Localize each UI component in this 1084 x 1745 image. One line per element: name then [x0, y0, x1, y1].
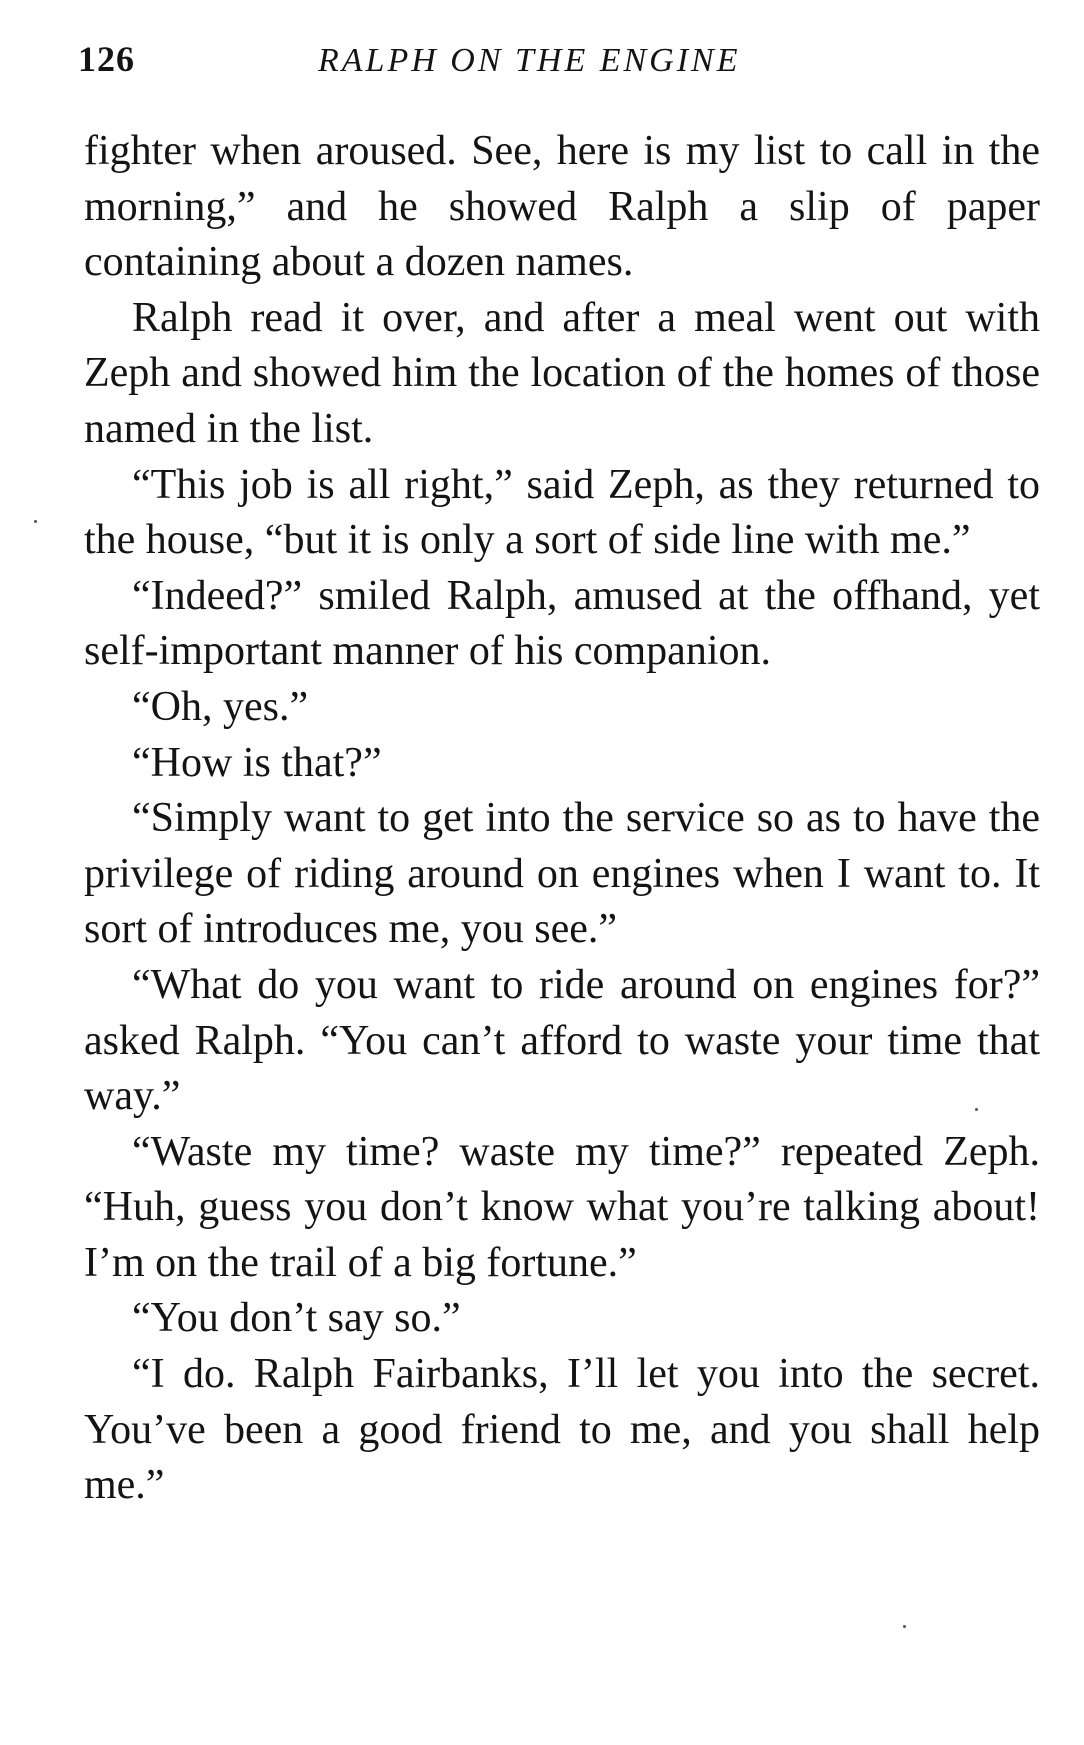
scan-speck: [34, 520, 37, 523]
paragraph: “Oh, yes.”: [132, 683, 309, 730]
page-header: [78, 38, 1038, 88]
paragraph: “Waste my time? waste my time?” repeated Zeph. “Huh, guess you don’t know what you’re talking about! I’m on the trail of a big fortune.”: [84, 1128, 1040, 1286]
page-number: 126: [78, 39, 135, 79]
scan-speck: [975, 1108, 978, 1111]
paragraph: “How is that?”: [132, 739, 382, 786]
paragraph: “This job is all right,” said Zeph, as they returned to the house, “but it is only a sort of side line with me.”: [84, 461, 1040, 564]
running-head: RALPH ON THE ENGINE: [318, 42, 741, 79]
paragraph: “I do. Ralph Fairbanks, I’ll let you into the secret. You’ve been a good friend to me, and you shall help me.”: [84, 1351, 1040, 1509]
paragraph: “Simply want to get into the service so as to have the privilege of riding around on engines when I want to. It sort of introduces me, you see.”: [84, 795, 1040, 953]
scan-speck: [903, 1625, 906, 1628]
body-text: [84, 124, 1040, 1514]
paragraph: Ralph read it over, and after a meal went out with Zeph and showed him the location of the homes of those named in the list.: [84, 294, 1040, 452]
paragraph: “Indeed?” smiled Ralph, amused at the offhand, yet self-important manner of his companion.: [84, 572, 1040, 675]
paragraph: “You don’t say so.”: [132, 1295, 461, 1342]
paragraph: “What do you want to ride around on engines for?” asked Ralph. “You can’t afford to waste your time that way.”: [84, 961, 1040, 1120]
paragraph: fighter when aroused. See, here is my list to call in the morning,” and he showed Ralph a slip of paper containing about a dozen names.: [84, 128, 1040, 286]
